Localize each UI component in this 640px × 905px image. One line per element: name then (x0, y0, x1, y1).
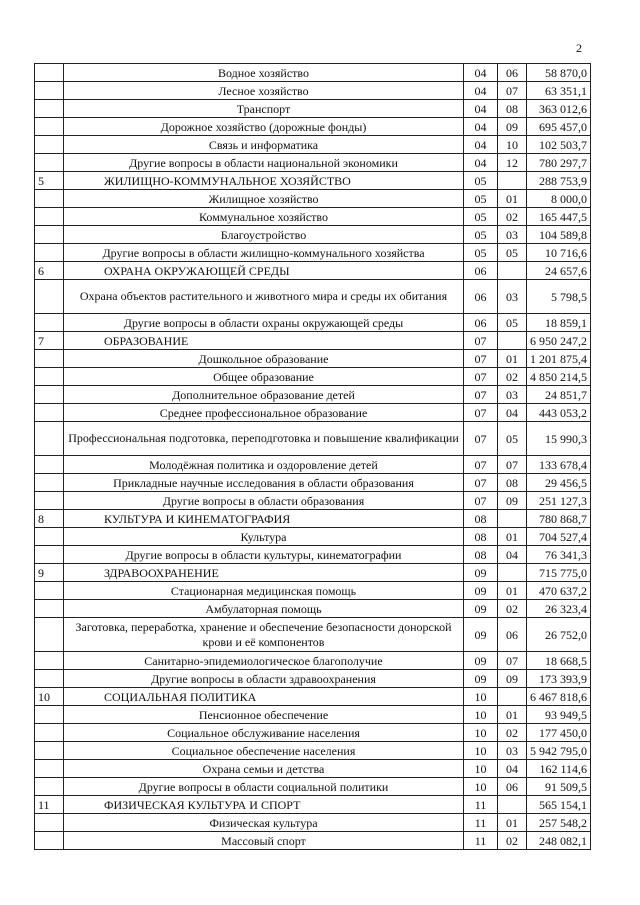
table-row (35, 314, 591, 332)
row-number (35, 832, 64, 850)
table-row (35, 404, 591, 422)
subsection-code: 10 (498, 136, 527, 154)
budget-table (34, 63, 591, 850)
table-row (35, 474, 591, 492)
section-code: 06 (464, 314, 498, 332)
row-number (35, 350, 64, 368)
expense-name: Стационарная медицинская помощь (64, 582, 464, 600)
expense-name: Связь и информатика (64, 136, 464, 154)
section-code: 05 (464, 226, 498, 244)
section-code: 09 (464, 582, 498, 600)
expense-name: Другие вопросы в области социальной политики (64, 778, 464, 796)
row-number (35, 652, 64, 670)
table-row (35, 226, 591, 244)
row-number (35, 546, 64, 564)
subsection-code: 08 (498, 474, 527, 492)
page-number: 2 (576, 41, 582, 55)
table-row (35, 154, 591, 172)
table-row (35, 724, 591, 742)
amount: 173 393,9 (527, 670, 591, 688)
table-row (35, 742, 591, 760)
row-number (35, 314, 64, 332)
subsection-code: 05 (498, 314, 527, 332)
subsection-code: 09 (498, 492, 527, 510)
row-number (35, 368, 64, 386)
table-row (35, 82, 591, 100)
table-row (35, 582, 591, 600)
subsection-code (498, 564, 527, 582)
expense-name: Культура (64, 528, 464, 546)
subsection-code: 05 (498, 422, 527, 456)
amount: 133 678,4 (527, 456, 591, 474)
row-number (35, 706, 64, 724)
section-code: 11 (464, 814, 498, 832)
section-code: 04 (464, 82, 498, 100)
expense-name: ОХРАНА ОКРУЖАЮЩЕЙ СРЕДЫ (64, 262, 464, 280)
table-row (35, 670, 591, 688)
subsection-code: 03 (498, 742, 527, 760)
section-code: 09 (464, 600, 498, 618)
row-number (35, 618, 64, 652)
section-code: 09 (464, 564, 498, 582)
amount: 565 154,1 (527, 796, 591, 814)
section-code: 08 (464, 510, 498, 528)
section-code: 05 (464, 208, 498, 226)
table-row (35, 136, 591, 154)
amount: 18 668,5 (527, 652, 591, 670)
subsection-code: 01 (498, 706, 527, 724)
subsection-code: 03 (498, 386, 527, 404)
subsection-code: 08 (498, 100, 527, 118)
table-row (35, 422, 591, 456)
amount: 715 775,0 (527, 564, 591, 582)
row-number (35, 244, 64, 262)
amount: 248 082,1 (527, 832, 591, 850)
row-number (35, 582, 64, 600)
amount: 6 950 247,2 (527, 332, 591, 350)
subsection-code (498, 510, 527, 528)
subsection-code: 04 (498, 760, 527, 778)
row-number (35, 226, 64, 244)
section-code: 09 (464, 652, 498, 670)
subsection-code (498, 796, 527, 814)
expense-name: Физическая культура (64, 814, 464, 832)
section-code: 10 (464, 778, 498, 796)
table-row (35, 760, 591, 778)
table-row (35, 618, 591, 652)
amount: 8 000,0 (527, 190, 591, 208)
amount: 780 297,7 (527, 154, 591, 172)
row-number (35, 190, 64, 208)
section-code: 07 (464, 492, 498, 510)
section-code: 10 (464, 724, 498, 742)
table-row (35, 100, 591, 118)
expense-name: ЖИЛИЩНО-КОММУНАЛЬНОЕ ХОЗЯЙСТВО (64, 172, 464, 190)
expense-name: Санитарно-эпидемиологическое благополучие (64, 652, 464, 670)
subsection-code (498, 172, 527, 190)
expense-name: Другие вопросы в области жилищно-коммунального хозяйства (64, 244, 464, 262)
section-code: 04 (464, 64, 498, 82)
row-number (35, 208, 64, 226)
table-row (35, 546, 591, 564)
section-code: 07 (464, 404, 498, 422)
expense-name: Социальное обеспечение населения (64, 742, 464, 760)
subsection-code: 02 (498, 600, 527, 618)
subsection-code: 04 (498, 404, 527, 422)
section-code: 06 (464, 262, 498, 280)
row-number (35, 456, 64, 474)
subsection-code (498, 262, 527, 280)
table-row (35, 778, 591, 796)
table-row (35, 652, 591, 670)
subsection-code: 06 (498, 64, 527, 82)
table-row (35, 368, 591, 386)
subsection-code: 01 (498, 190, 527, 208)
amount: 177 450,0 (527, 724, 591, 742)
subsection-code: 02 (498, 724, 527, 742)
table-row (35, 600, 591, 618)
expense-name: Другие вопросы в области охраны окружающей среды (64, 314, 464, 332)
amount: 6 467 818,6 (527, 688, 591, 706)
expense-name: Заготовка, переработка, хранение и обеспечение безопасности донорской крови и её компонентов (64, 618, 464, 652)
subsection-code (498, 688, 527, 706)
expense-name: Другие вопросы в области национальной экономики (64, 154, 464, 172)
amount: 10 716,6 (527, 244, 591, 262)
amount: 4 850 214,5 (527, 368, 591, 386)
expense-name: СОЦИАЛЬНАЯ ПОЛИТИКА (64, 688, 464, 706)
subsection-code: 07 (498, 82, 527, 100)
row-number (35, 492, 64, 510)
amount: 257 548,2 (527, 814, 591, 832)
subsection-code: 09 (498, 670, 527, 688)
expense-name: Общее образование (64, 368, 464, 386)
subsection-code (498, 332, 527, 350)
subsection-code: 04 (498, 546, 527, 564)
section-code: 05 (464, 172, 498, 190)
expense-name: КУЛЬТУРА И КИНЕМАТОГРАФИЯ (64, 510, 464, 528)
expense-name: Благоустройство (64, 226, 464, 244)
expense-name: Коммунальное хозяйство (64, 208, 464, 226)
subsection-code: 01 (498, 582, 527, 600)
amount: 165 447,5 (527, 208, 591, 226)
row-number: 11 (35, 796, 64, 814)
row-number (35, 600, 64, 618)
row-number: 7 (35, 332, 64, 350)
expense-name: Пенсионное обеспечение (64, 706, 464, 724)
section-code: 06 (464, 280, 498, 314)
section-code: 05 (464, 190, 498, 208)
subsection-code: 07 (498, 652, 527, 670)
table-row (35, 528, 591, 546)
subsection-code: 01 (498, 814, 527, 832)
subsection-code: 02 (498, 208, 527, 226)
row-number: 6 (35, 262, 64, 280)
table-row (35, 244, 591, 262)
row-number: 5 (35, 172, 64, 190)
row-number (35, 814, 64, 832)
section-code: 10 (464, 688, 498, 706)
table-row (35, 280, 591, 314)
expense-name: Массовый спорт (64, 832, 464, 850)
section-code: 07 (464, 422, 498, 456)
subsection-code: 09 (498, 118, 527, 136)
table-row (35, 706, 591, 724)
section-code: 11 (464, 832, 498, 850)
amount: 104 589,8 (527, 226, 591, 244)
table-row (35, 208, 591, 226)
section-code: 07 (464, 386, 498, 404)
section-code: 07 (464, 332, 498, 350)
section-code: 10 (464, 742, 498, 760)
subsection-code: 02 (498, 832, 527, 850)
section-row (35, 564, 591, 582)
section-code: 08 (464, 528, 498, 546)
row-number (35, 82, 64, 100)
subsection-code: 07 (498, 456, 527, 474)
amount: 63 351,1 (527, 82, 591, 100)
section-row (35, 688, 591, 706)
section-code: 05 (464, 244, 498, 262)
section-code: 07 (464, 368, 498, 386)
amount: 470 637,2 (527, 582, 591, 600)
section-code: 04 (464, 100, 498, 118)
amount: 102 503,7 (527, 136, 591, 154)
row-number: 10 (35, 688, 64, 706)
section-row (35, 332, 591, 350)
amount: 29 456,5 (527, 474, 591, 492)
section-code: 04 (464, 136, 498, 154)
table-row (35, 492, 591, 510)
section-code: 04 (464, 118, 498, 136)
section-row (35, 510, 591, 528)
section-code: 07 (464, 350, 498, 368)
table-row (35, 350, 591, 368)
subsection-code: 05 (498, 244, 527, 262)
amount: 15 990,3 (527, 422, 591, 456)
amount: 24 657,6 (527, 262, 591, 280)
amount: 162 114,6 (527, 760, 591, 778)
row-number (35, 280, 64, 314)
subsection-code: 01 (498, 350, 527, 368)
section-row (35, 172, 591, 190)
row-number (35, 118, 64, 136)
expense-name: Среднее профессиональное образование (64, 404, 464, 422)
amount: 76 341,3 (527, 546, 591, 564)
budget-table-body (35, 64, 591, 850)
row-number (35, 724, 64, 742)
subsection-code: 03 (498, 280, 527, 314)
section-row (35, 262, 591, 280)
amount: 26 752,0 (527, 618, 591, 652)
table-row (35, 64, 591, 82)
section-code: 10 (464, 706, 498, 724)
row-number (35, 422, 64, 456)
expense-name: ОБРАЗОВАНИЕ (64, 332, 464, 350)
row-number (35, 404, 64, 422)
amount: 91 509,5 (527, 778, 591, 796)
expense-name: Другие вопросы в области образования (64, 492, 464, 510)
row-number (35, 386, 64, 404)
expense-name: Другие вопросы в области культуры, кинематографии (64, 546, 464, 564)
subsection-code: 06 (498, 618, 527, 652)
amount: 58 870,0 (527, 64, 591, 82)
expense-name: Другие вопросы в области здравоохранения (64, 670, 464, 688)
amount: 363 012,6 (527, 100, 591, 118)
expense-name: Транспорт (64, 100, 464, 118)
expense-name: Дополнительное образование детей (64, 386, 464, 404)
table-row (35, 386, 591, 404)
expense-name: Охрана объектов растительного и животного мира и среды их обитания (64, 280, 464, 314)
expense-name: Молодёжная политика и оздоровление детей (64, 456, 464, 474)
section-code: 10 (464, 760, 498, 778)
amount: 24 851,7 (527, 386, 591, 404)
subsection-code: 03 (498, 226, 527, 244)
table-row (35, 118, 591, 136)
amount: 251 127,3 (527, 492, 591, 510)
section-code: 09 (464, 618, 498, 652)
row-number (35, 154, 64, 172)
expense-name: Амбулаторная помощь (64, 600, 464, 618)
amount: 1 201 875,4 (527, 350, 591, 368)
row-number: 9 (35, 564, 64, 582)
amount: 704 527,4 (527, 528, 591, 546)
section-code: 07 (464, 474, 498, 492)
expense-name: Жилищное хозяйство (64, 190, 464, 208)
subsection-code: 01 (498, 528, 527, 546)
section-code: 07 (464, 456, 498, 474)
row-number (35, 64, 64, 82)
subsection-code: 02 (498, 368, 527, 386)
row-number: 8 (35, 510, 64, 528)
subsection-code: 06 (498, 778, 527, 796)
expense-name: Дошкольное образование (64, 350, 464, 368)
amount: 93 949,5 (527, 706, 591, 724)
table-row (35, 456, 591, 474)
expense-name: Водное хозяйство (64, 64, 464, 82)
section-code: 09 (464, 670, 498, 688)
amount: 695 457,0 (527, 118, 591, 136)
subsection-code: 12 (498, 154, 527, 172)
expense-name: Дорожное хозяйство (дорожные фонды) (64, 118, 464, 136)
row-number (35, 760, 64, 778)
row-number (35, 778, 64, 796)
row-number (35, 670, 64, 688)
row-number (35, 136, 64, 154)
expense-name: ФИЗИЧЕСКАЯ КУЛЬТУРА И СПОРТ (64, 796, 464, 814)
amount: 18 859,1 (527, 314, 591, 332)
expense-name: Прикладные научные исследования в области образования (64, 474, 464, 492)
table-row (35, 190, 591, 208)
amount: 443 053,2 (527, 404, 591, 422)
section-row (35, 796, 591, 814)
amount: 26 323,4 (527, 600, 591, 618)
section-code: 04 (464, 154, 498, 172)
expense-name: Охрана семьи и детства (64, 760, 464, 778)
amount: 780 868,7 (527, 510, 591, 528)
row-number (35, 474, 64, 492)
section-code: 08 (464, 546, 498, 564)
amount: 5 798,5 (527, 280, 591, 314)
amount: 288 753,9 (527, 172, 591, 190)
section-code: 11 (464, 796, 498, 814)
expense-name: Лесное хозяйство (64, 82, 464, 100)
row-number (35, 742, 64, 760)
expense-name: ЗДРАВООХРАНЕНИЕ (64, 564, 464, 582)
expense-name: Социальное обслуживание населения (64, 724, 464, 742)
table-row (35, 814, 591, 832)
amount: 5 942 795,0 (527, 742, 591, 760)
row-number (35, 100, 64, 118)
expense-name: Профессиональная подготовка, переподготовка и повышение квалификации (64, 422, 464, 456)
row-number (35, 528, 64, 546)
table-row (35, 832, 591, 850)
